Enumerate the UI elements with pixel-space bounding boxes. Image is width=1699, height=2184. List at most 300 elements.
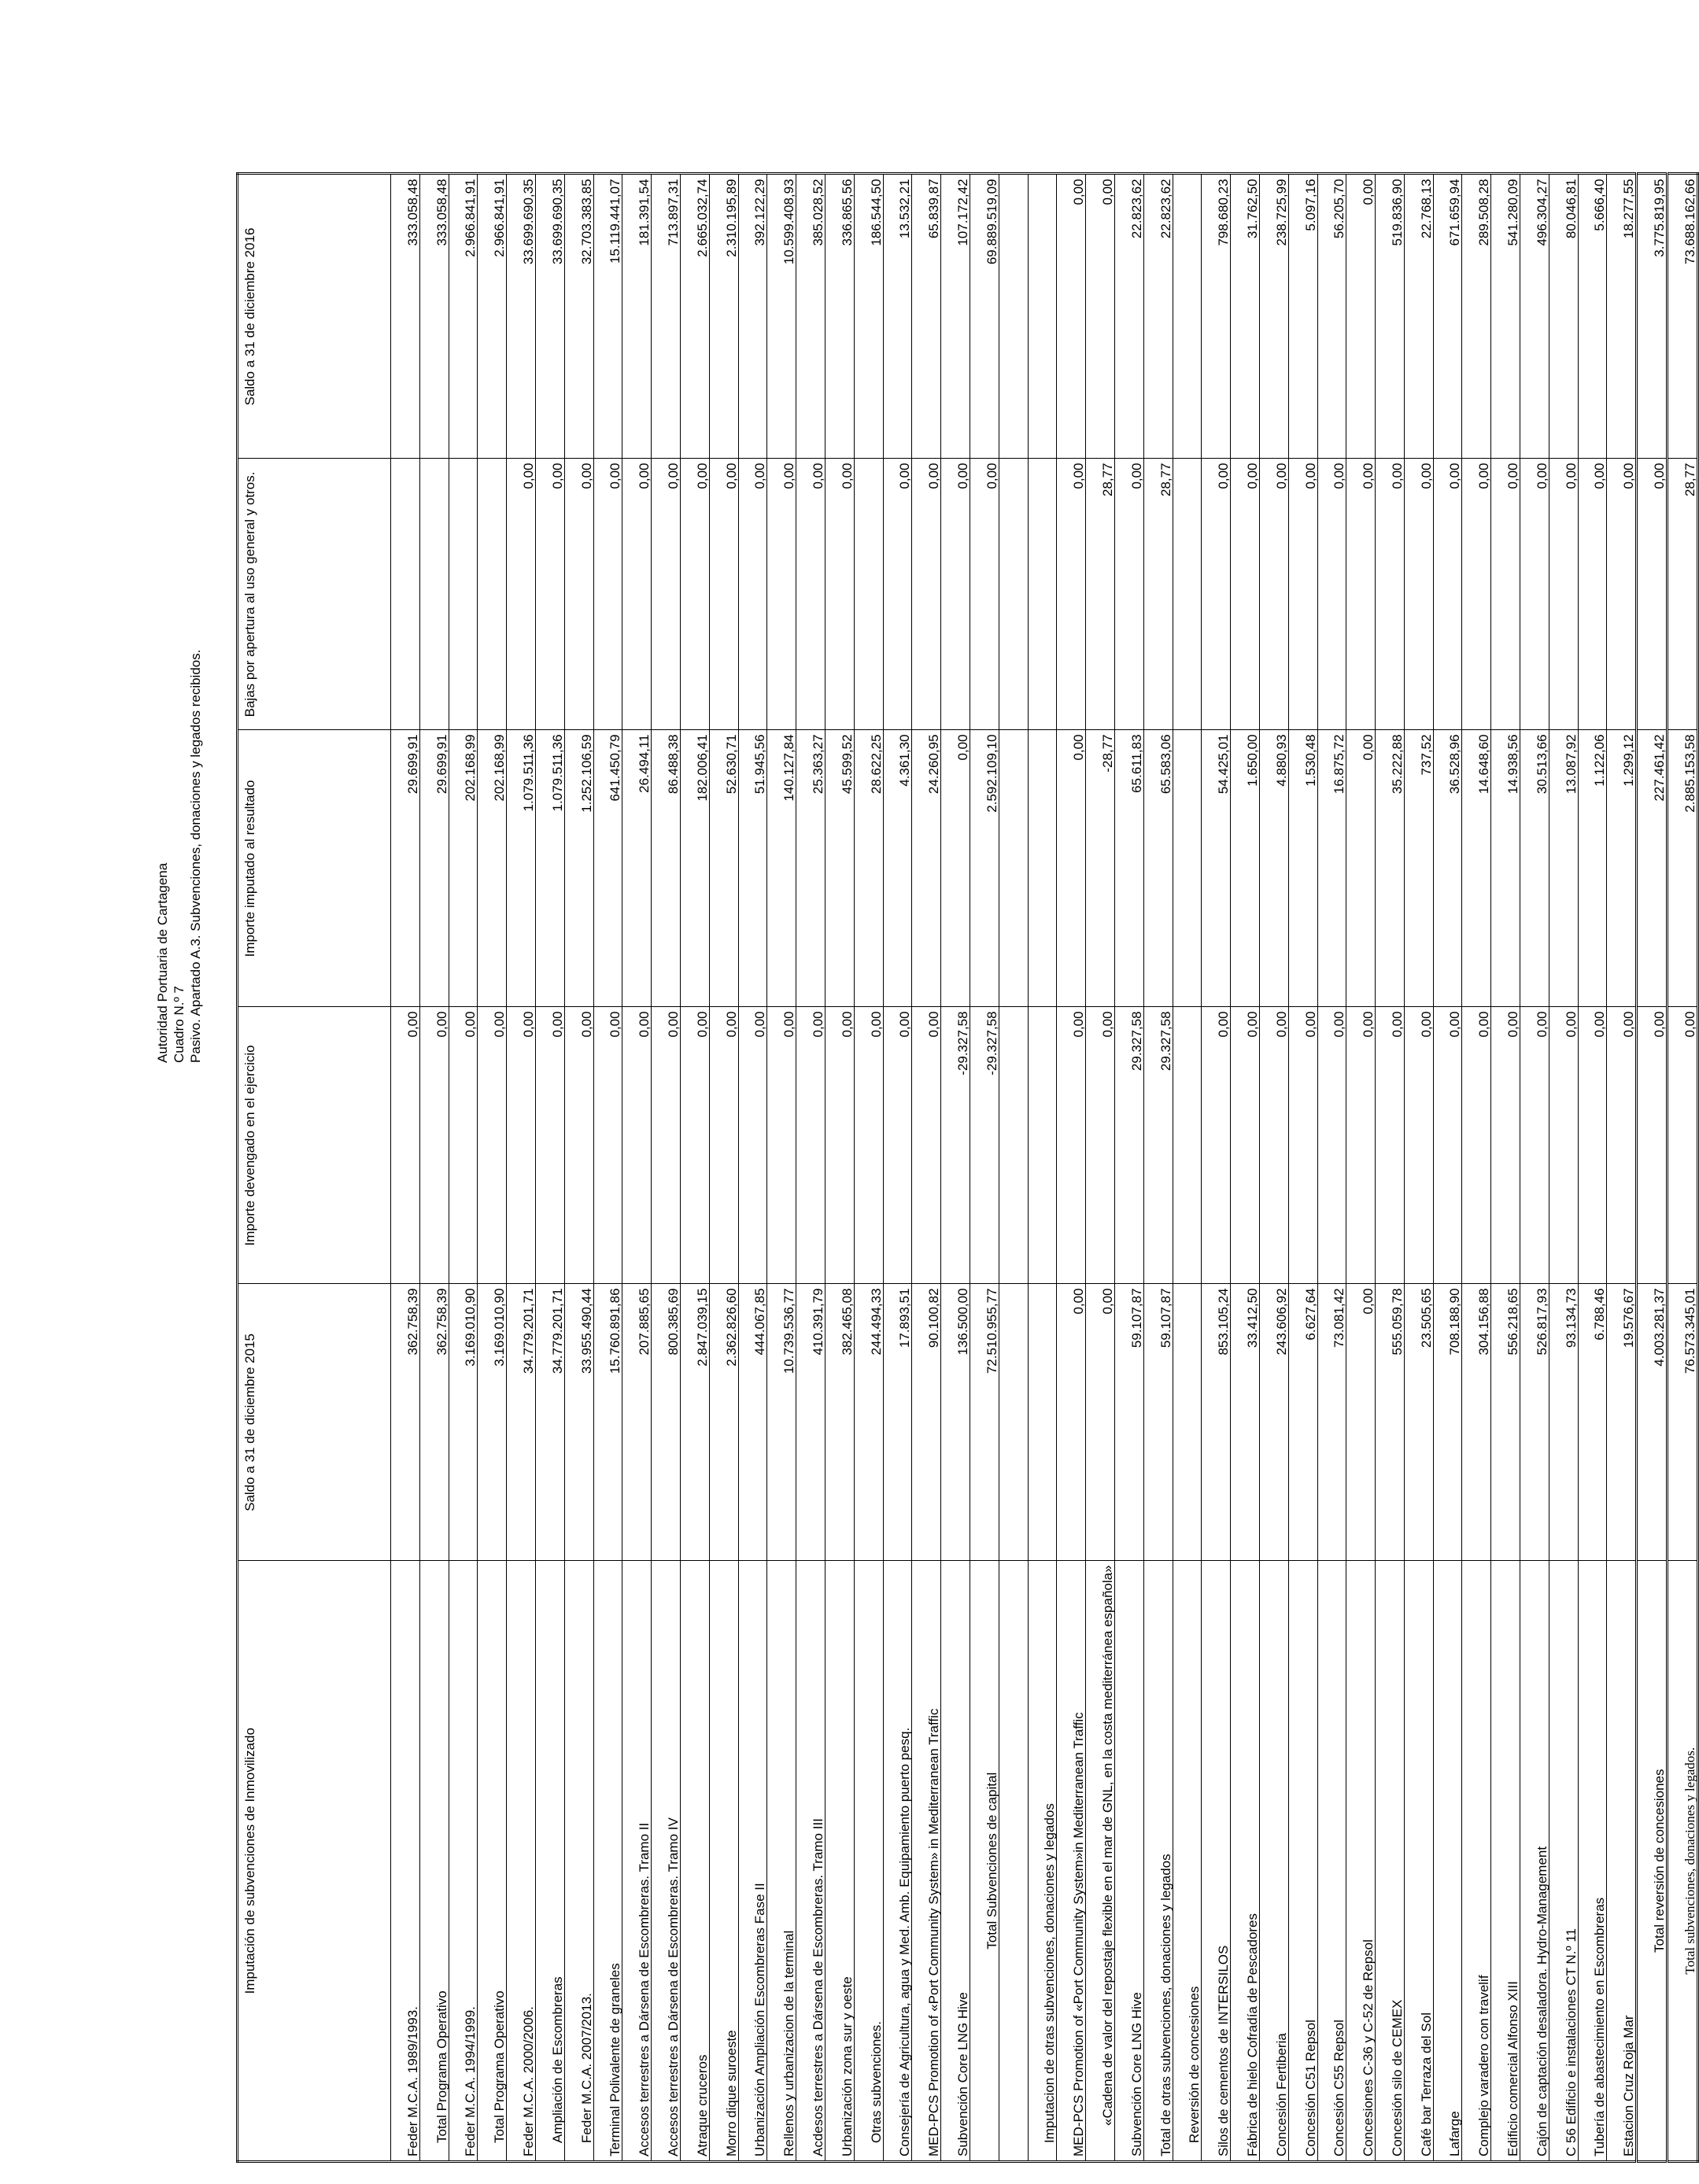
cell-value: 1.299,12: [1607, 730, 1637, 1007]
cell-value: 0,00: [941, 459, 970, 730]
cell-value: 556.218,65: [1491, 1284, 1520, 1561]
row-label: Concesión C51 Repsol: [1288, 1561, 1317, 2162]
cell-value: [1028, 730, 1057, 1007]
table-row: [1668, 174, 1698, 2162]
cell-value: 737,52: [1404, 730, 1433, 1007]
cell-value: 713.897,31: [652, 174, 681, 459]
cell-value: 0,00: [709, 1007, 738, 1284]
row-label: Lafarge: [1433, 1561, 1462, 2162]
table-row: [1288, 174, 1317, 2162]
cell-value: 14.648,60: [1462, 730, 1491, 1007]
cell-value: 0,00: [1202, 459, 1231, 730]
cell-value: 0,00: [1317, 459, 1346, 730]
cell-value: 65.583,06: [1143, 730, 1173, 1007]
row-label: C 56 Edificio e instalaciones CT N.º 11: [1549, 1561, 1578, 2162]
cell-value: 392.122,29: [738, 174, 767, 459]
cell-value: 25.363,27: [796, 730, 825, 1007]
cell-value: 72.510.955,77: [970, 1284, 999, 1561]
cell-value: 1.079.511,36: [535, 730, 564, 1007]
cell-value: [391, 459, 420, 730]
row-label: Accesos terrestres a Dársena de Escombreras. Tramo II: [622, 1561, 652, 2162]
cell-value: 0,00: [1346, 459, 1376, 730]
cell-value: [999, 1007, 1028, 1284]
cell-value: 136.500,00: [941, 1284, 970, 1561]
subsidies-table: [236, 172, 1699, 2163]
cell-value: 35.222,88: [1376, 730, 1405, 1007]
table-row: [1028, 174, 1057, 2162]
cell-value: [999, 459, 1028, 730]
cell-value: 3.169.010,90: [449, 1284, 478, 1561]
cell-value: 33.699.690,35: [507, 174, 536, 459]
cell-value: 0,00: [1057, 459, 1086, 730]
cell-value: 34.779.201,71: [535, 1284, 564, 1561]
table-row: [738, 174, 767, 2162]
cell-value: 59.107,87: [1114, 1284, 1143, 1561]
cell-value: [478, 459, 507, 730]
cell-value: 0,00: [1433, 459, 1462, 730]
cell-value: 65.839,87: [912, 174, 941, 459]
table-row: [1143, 174, 1173, 2162]
row-label: Imputacion de otras subvenciones, donaciones y legados: [1028, 1561, 1057, 2162]
cell-value: 33.955.490,44: [564, 1284, 593, 1561]
row-label: Cajón de captación desaladora. Hydro-Management: [1520, 1561, 1549, 2162]
row-label: Tubería de abastecimiento en Escombreras: [1578, 1561, 1607, 2162]
cell-value: 0,00: [970, 459, 999, 730]
row-label: MED-PCS Promotion of «Port Community System» in Mediterranean Traffic: [912, 1561, 941, 2162]
cell-value: 1.252.106,59: [564, 730, 593, 1007]
cell-value: 1.122,06: [1578, 730, 1607, 1007]
table-row: [883, 174, 912, 2162]
cell-value: 17.893,51: [883, 1284, 912, 1561]
cell-value: 23.505,65: [1404, 1284, 1433, 1561]
table-row: [1462, 174, 1491, 2162]
table-row: [1549, 174, 1578, 2162]
cell-value: 73.081,42: [1317, 1284, 1346, 1561]
table-row: [680, 174, 709, 2162]
cell-value: 13.532,21: [883, 174, 912, 459]
cell-value: 0,00: [507, 1007, 536, 1284]
cell-value: 0,00: [883, 1007, 912, 1284]
cell-value: 6.788,46: [1578, 1284, 1607, 1561]
cell-value: 0,00: [825, 1007, 854, 1284]
table-number: Cuadro N.º 7: [172, 986, 187, 1063]
table-row: [1433, 174, 1462, 2162]
cell-value: 0,00: [391, 1007, 420, 1284]
cell-value: 519.836,90: [1376, 174, 1405, 459]
table-row: [1607, 174, 1637, 2162]
row-label: Concesión C55 Repsol: [1317, 1561, 1346, 2162]
cell-value: 333.058,48: [391, 174, 420, 459]
cell-value: 1.079.511,36: [507, 730, 536, 1007]
cell-value: 45.599,52: [825, 730, 854, 1007]
table-row: [1086, 174, 1115, 2162]
col-header-imputed: Importe imputado al resultado: [238, 730, 391, 1007]
cell-value: [854, 459, 883, 730]
cell-value: 2.665.032,74: [680, 174, 709, 459]
cell-value: 0,00: [593, 459, 622, 730]
table-row: [593, 174, 622, 2162]
cell-value: 798.680,23: [1202, 174, 1231, 459]
row-label: Total Subvenciones de capital: [970, 1561, 999, 2162]
table-row: [1057, 174, 1086, 2162]
cell-value: 0,00: [1491, 459, 1520, 730]
table-body: [391, 174, 1698, 2162]
col-header-write-offs: Bajas por apertura al uso general y otros.: [238, 459, 391, 730]
cell-value: 0,00: [652, 459, 681, 730]
cell-value: 289.508,28: [1462, 174, 1491, 459]
cell-value: 0,00: [1086, 1007, 1115, 1284]
table-row: [652, 174, 681, 2162]
cell-value: [449, 459, 478, 730]
cell-value: 0,00: [1549, 459, 1578, 730]
row-label: Total de otras subvenciones, donaciones y legados: [1143, 1561, 1173, 2162]
cell-value: [1028, 1007, 1057, 1284]
cell-value: 65.611,83: [1114, 730, 1143, 1007]
cell-value: [999, 730, 1028, 1007]
cell-value: 0,00: [738, 1007, 767, 1284]
cell-value: 410.391,79: [796, 1284, 825, 1561]
row-label: Urbanización zona sur y oeste: [825, 1561, 854, 2162]
cell-value: 15.760.891,86: [593, 1284, 622, 1561]
cell-value: 0,00: [535, 459, 564, 730]
cell-value: 181.391,54: [622, 174, 652, 459]
cell-value: 19.576,67: [1607, 1284, 1637, 1561]
table-row: [1317, 174, 1346, 2162]
cell-value: 0,00: [1231, 459, 1260, 730]
table-row: [854, 174, 883, 2162]
cell-value: 202.168,99: [478, 730, 507, 1007]
row-label: Subvención Core LNG Hive: [1114, 1561, 1143, 2162]
cell-value: 33.699.690,35: [535, 174, 564, 459]
cell-value: 73.688.162,66: [1668, 174, 1698, 459]
cell-value: 140.127,84: [767, 730, 796, 1007]
cell-value: 59.107,87: [1143, 1284, 1173, 1561]
row-label: «Cadena de valor del repostaje flexible en el mar de GNL, en la costa mediterránea española»: [1086, 1561, 1115, 2162]
col-header-concept: Imputación de subvenciones de Inmovilizado: [238, 1561, 391, 2162]
cell-value: 0,00: [1202, 1007, 1231, 1284]
cell-value: 0,00: [1057, 1284, 1086, 1561]
cell-value: 5.097,16: [1288, 174, 1317, 459]
row-label: Feder M.C.A. 2007/2013.: [564, 1561, 593, 2162]
cell-value: 333.058,48: [419, 174, 449, 459]
row-label: Feder M.C.A. 1994/1999.: [449, 1561, 478, 2162]
cell-value: 18.277,55: [1607, 174, 1637, 459]
cell-value: 382.465,08: [825, 1284, 854, 1561]
row-label: Terminal Polivalente de graneles: [593, 1561, 622, 2162]
cell-value: 0,00: [825, 459, 854, 730]
row-label: Subvención Core LNG Hive: [941, 1561, 970, 2162]
cell-value: 0,00: [622, 1007, 652, 1284]
cell-value: 36.528,96: [1433, 730, 1462, 1007]
cell-value: 51.945,56: [738, 730, 767, 1007]
table-row: [709, 174, 738, 2162]
cell-value: 2.310.195,89: [709, 174, 738, 459]
cell-value: 29.327,58: [1114, 1007, 1143, 1284]
cell-value: [999, 1284, 1028, 1561]
table-row: [912, 174, 941, 2162]
table-row: [622, 174, 652, 2162]
cell-value: 2.592.109,10: [970, 730, 999, 1007]
cell-value: 29.327,58: [1143, 1007, 1173, 1284]
table-row: [535, 174, 564, 2162]
cell-value: 0,00: [1462, 459, 1491, 730]
cell-value: 0,00: [1637, 459, 1668, 730]
row-label: Otras subvenciones.: [854, 1561, 883, 2162]
cell-value: 0,00: [1259, 1007, 1288, 1284]
cell-value: 0,00: [1520, 459, 1549, 730]
table-header-row: [238, 174, 391, 2162]
cell-value: 0,00: [1057, 730, 1086, 1007]
cell-value: 0,00: [1376, 459, 1405, 730]
row-label: Concesiones C-36 y C-52 de Repsol: [1346, 1561, 1376, 2162]
cell-value: 186.544,50: [854, 174, 883, 459]
cell-value: 238.725,99: [1259, 174, 1288, 459]
cell-value: 0,00: [796, 459, 825, 730]
table-row: [564, 174, 593, 2162]
cell-value: 16.875,72: [1317, 730, 1346, 1007]
cell-value: 0,00: [1057, 1007, 1086, 1284]
cell-value: [1173, 1007, 1202, 1284]
subsidies-table-wrapper: [236, 172, 1699, 2163]
cell-value: 202.168,99: [449, 730, 478, 1007]
cell-value: 0,00: [1086, 174, 1115, 459]
table-row: [1173, 174, 1202, 2162]
table-row: [1202, 174, 1231, 2162]
table-row: [767, 174, 796, 2162]
cell-value: 0,00: [1491, 1007, 1520, 1284]
cell-value: -28,77: [1086, 730, 1115, 1007]
cell-value: [419, 459, 449, 730]
table-row: [449, 174, 478, 2162]
row-label: MED-PCS Promotion of «Port Community System»in Mediterranean Traffic: [1057, 1561, 1086, 2162]
table-row: [1578, 174, 1607, 2162]
cell-value: 0,00: [941, 730, 970, 1007]
cell-value: 0,00: [1668, 1007, 1698, 1284]
cell-value: 0,00: [1114, 459, 1143, 730]
table-row: [941, 174, 970, 2162]
cell-value: 853.105,24: [1202, 1284, 1231, 1561]
row-label: Feder M.C.A. 2000/2006.: [507, 1561, 536, 2162]
cell-value: 69.889.519,09: [970, 174, 999, 459]
cell-value: 107.172,42: [941, 174, 970, 459]
cell-value: 641.450,79: [593, 730, 622, 1007]
cell-value: 0,00: [1057, 174, 1086, 459]
cell-value: 0,00: [1404, 459, 1433, 730]
col-header-balance-2015: Saldo a 31 de diciembre 2015: [238, 1284, 391, 1561]
cell-value: 243.606,92: [1259, 1284, 1288, 1561]
cell-value: 0,00: [680, 1007, 709, 1284]
cell-value: -29.327,58: [941, 1007, 970, 1284]
cell-value: 1.530,48: [1288, 730, 1317, 1007]
table-row: [1259, 174, 1288, 2162]
cell-value: 244.494,33: [854, 1284, 883, 1561]
cell-value: 2.966.841,91: [449, 174, 478, 459]
cell-value: 6.627,64: [1288, 1284, 1317, 1561]
cell-value: 3.775.819,95: [1637, 174, 1668, 459]
row-label: Fábrica de hielo Cofradía de Pescadores: [1231, 1561, 1260, 2162]
cell-value: 0,00: [680, 459, 709, 730]
table-row: [1376, 174, 1405, 2162]
cell-value: 22.823,62: [1114, 174, 1143, 459]
cell-value: 26.494,11: [622, 730, 652, 1007]
row-label: Morro dique suroeste: [709, 1561, 738, 2162]
cell-value: [1173, 1284, 1202, 1561]
row-label: Rellenos y urbanizacion de la terminal: [767, 1561, 796, 2162]
cell-value: [1028, 174, 1057, 459]
cell-value: 5.666,40: [1578, 174, 1607, 459]
cell-value: 0,00: [1231, 1007, 1260, 1284]
cell-value: 31.762,50: [1231, 174, 1260, 459]
cell-value: 2.847.039,15: [680, 1284, 709, 1561]
cell-value: 671.659,94: [1433, 174, 1462, 459]
cell-value: 0,00: [1288, 1007, 1317, 1284]
cell-value: 0,00: [1086, 1284, 1115, 1561]
row-label: Complejo varadero con travelif: [1462, 1561, 1491, 2162]
cell-value: 28,77: [1668, 459, 1698, 730]
cell-value: 0,00: [419, 1007, 449, 1284]
cell-value: 0,00: [593, 1007, 622, 1284]
table-row: [999, 174, 1028, 2162]
cell-value: 13.087,92: [1549, 730, 1578, 1007]
cell-value: 30.513,66: [1520, 730, 1549, 1007]
cell-value: 0,00: [767, 459, 796, 730]
cell-value: 76.573.345,01: [1668, 1284, 1698, 1561]
table-row: [1637, 174, 1668, 2162]
cell-value: 0,00: [796, 1007, 825, 1284]
cell-value: 496.304,27: [1520, 174, 1549, 459]
cell-value: 29.699,91: [391, 730, 420, 1007]
table-caption: Pasivo. Apartado A.3. Subvenciones, donaciones y legados recibidos.: [188, 649, 203, 1063]
cell-value: 0,00: [1607, 459, 1637, 730]
cell-value: 0,00: [883, 459, 912, 730]
cell-value: 0,00: [1346, 730, 1376, 1007]
cell-value: 182.006,41: [680, 730, 709, 1007]
table-row: [796, 174, 825, 2162]
cell-value: [1028, 459, 1057, 730]
cell-value: 0,00: [1346, 1007, 1376, 1284]
cell-value: 28,77: [1143, 459, 1173, 730]
cell-value: 708.188,90: [1433, 1284, 1462, 1561]
cell-value: 33.412,50: [1231, 1284, 1260, 1561]
row-label: Concesión silo de CEMEX: [1376, 1561, 1405, 2162]
cell-value: 56.205,70: [1317, 174, 1346, 459]
row-label: Acdesos terrestres a Dársena de Escombreras. Tramo III: [796, 1561, 825, 2162]
cell-value: 32.703.383,85: [564, 174, 593, 459]
table-row: [1114, 174, 1143, 2162]
row-label: Café bar Terraza del Sol: [1404, 1561, 1433, 2162]
cell-value: [1173, 730, 1202, 1007]
cell-value: 0,00: [912, 459, 941, 730]
cell-value: 86.488,38: [652, 730, 681, 1007]
row-label: Urbanización Ampliación Escombreras Fase II: [738, 1561, 767, 2162]
row-label: Atraque cruceros: [680, 1561, 709, 2162]
cell-value: 0,00: [854, 1007, 883, 1284]
cell-value: 0,00: [912, 1007, 941, 1284]
cell-value: 0,00: [507, 459, 536, 730]
cell-value: [1173, 459, 1202, 730]
cell-value: 0,00: [1259, 459, 1288, 730]
cell-value: 385.028,52: [796, 174, 825, 459]
cell-value: 90.100,82: [912, 1284, 941, 1561]
table-row: [391, 174, 420, 2162]
row-label: Estacion Cruz Roja Mar: [1607, 1561, 1637, 2162]
cell-value: 555.059,78: [1376, 1284, 1405, 1561]
organization-name: Autoridad Portuaria de Cartagena: [155, 862, 170, 1063]
cell-value: 4.361,30: [883, 730, 912, 1007]
cell-value: 0,00: [738, 459, 767, 730]
row-label: Total Programa Operativo: [478, 1561, 507, 2162]
cell-value: 0,00: [1346, 1284, 1376, 1561]
cell-value: 0,00: [1520, 1007, 1549, 1284]
row-label: Ampliación de Escombreras: [535, 1561, 564, 2162]
row-label: Total reversión de concesiones: [1637, 1561, 1668, 2162]
row-label: [999, 1561, 1028, 2162]
cell-value: 1.650,00: [1231, 730, 1260, 1007]
cell-value: 0,00: [535, 1007, 564, 1284]
cell-value: 22.768,13: [1404, 174, 1433, 459]
cell-value: 80.046,81: [1549, 174, 1578, 459]
col-header-balance-2016: Saldo a 31 de diciembre 2016: [238, 174, 391, 459]
cell-value: 0,00: [1404, 1007, 1433, 1284]
cell-value: 304.156,88: [1462, 1284, 1491, 1561]
cell-value: 54.425,01: [1202, 730, 1231, 1007]
cell-value: 34.779.201,71: [507, 1284, 536, 1561]
row-label: Edificio comercial Alfonso XIII: [1491, 1561, 1520, 2162]
cell-value: 227.461,42: [1637, 730, 1668, 1007]
col-header-accrued: Importe devengado en el ejercicio: [238, 1007, 391, 1284]
cell-value: 362.758,39: [391, 1284, 420, 1561]
cell-value: 207.885,65: [622, 1284, 652, 1561]
cell-value: 541.280,09: [1491, 174, 1520, 459]
cell-value: 336.865,56: [825, 174, 854, 459]
table-row: [1404, 174, 1433, 2162]
cell-value: 4.880,93: [1259, 730, 1288, 1007]
cell-value: [1173, 174, 1202, 459]
cell-value: 29.699,91: [419, 730, 449, 1007]
table-row: [970, 174, 999, 2162]
cell-value: 0,00: [1607, 1007, 1637, 1284]
cell-value: 0,00: [1462, 1007, 1491, 1284]
document-header: [154, 650, 204, 1063]
row-label: Reversión de concesiones: [1173, 1561, 1202, 2162]
cell-value: 362.758,39: [419, 1284, 449, 1561]
cell-value: 22.823,62: [1143, 174, 1173, 459]
cell-value: 3.169.010,90: [478, 1284, 507, 1561]
table-row: [1520, 174, 1549, 2162]
cell-value: 0,00: [1288, 459, 1317, 730]
cell-value: 0,00: [564, 459, 593, 730]
cell-value: 10.599.408,93: [767, 174, 796, 459]
cell-value: 28,77: [1086, 459, 1115, 730]
row-label: Consejería de Agricultura, agua y Med. Amb. Equipamiento puerto pesq.: [883, 1561, 912, 2162]
cell-value: 0,00: [1578, 459, 1607, 730]
cell-value: 800.385,69: [652, 1284, 681, 1561]
cell-value: 0,00: [1346, 174, 1376, 459]
row-label: Total subvenciones, donaciones y legados.: [1668, 1561, 1698, 2162]
cell-value: 0,00: [767, 1007, 796, 1284]
row-label: Accesos terrestres a Dársena de Escombreras. Tramo IV: [652, 1561, 681, 2162]
cell-value: 2.885.153,58: [1668, 730, 1698, 1007]
cell-value: 444.067,85: [738, 1284, 767, 1561]
row-label: Feder M.C.A. 1989/1993.: [391, 1561, 420, 2162]
cell-value: 526.817,93: [1520, 1284, 1549, 1561]
cell-value: 0,00: [1578, 1007, 1607, 1284]
cell-value: 0,00: [652, 1007, 681, 1284]
cell-value: 0,00: [709, 459, 738, 730]
cell-value: 93.134,73: [1549, 1284, 1578, 1561]
table-row: [1231, 174, 1260, 2162]
cell-value: 0,00: [1317, 1007, 1346, 1284]
